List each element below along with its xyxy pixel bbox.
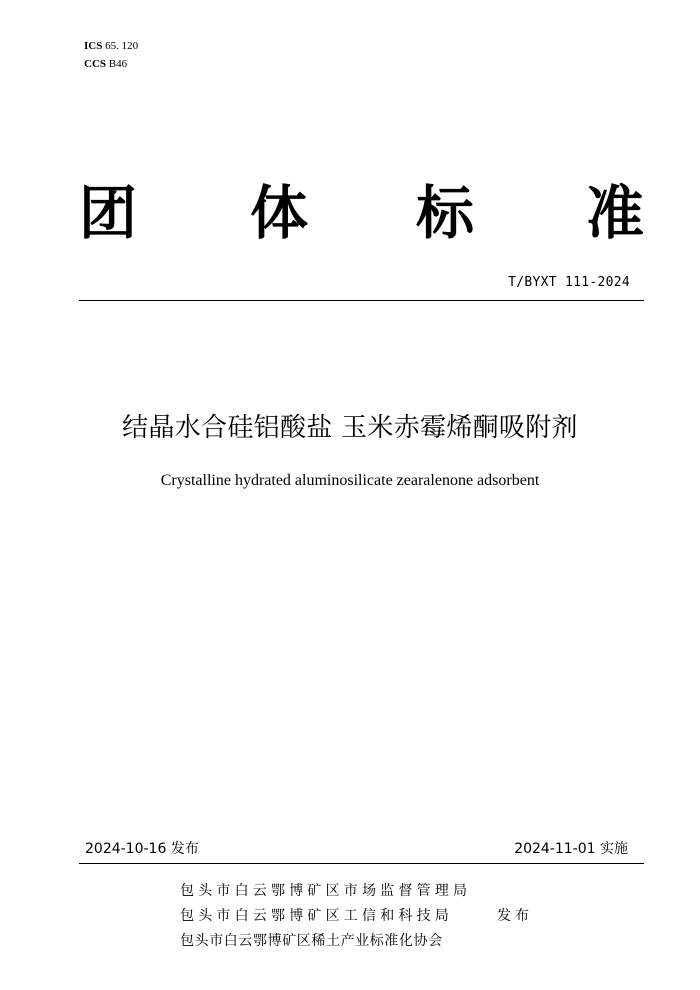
header-divider xyxy=(79,300,644,301)
implement-date: 2024-11-01 实施 xyxy=(514,841,628,857)
title-english: Crystalline hydrated aluminosilicate zearalenone adsorbent xyxy=(160,472,540,489)
publish-date: 2024-10-16 发布 xyxy=(85,841,199,857)
doc-type-char-3: 标 xyxy=(415,179,474,247)
publisher-org-1: 包头市白云鄂博矿区市场监督管理局 xyxy=(180,883,472,899)
footer-divider xyxy=(79,863,644,864)
publish-label: 发布 xyxy=(497,908,533,924)
ics-label: ICS xyxy=(84,40,103,52)
publisher-org-2: 包头市白云鄂博矿区工信和科技局 xyxy=(180,908,453,924)
standard-number: T/BYXT 111-2024 xyxy=(508,275,630,290)
ccs-value: B46 xyxy=(108,58,128,70)
publisher-org-3: 包头市白云鄂博矿区稀土产业标准化协会 xyxy=(180,933,443,949)
title-chinese: 结晶水合硅铝酸盐 玉米赤霉烯酮吸附剂 xyxy=(122,413,578,443)
doc-type-char-2: 体 xyxy=(249,179,308,247)
ics-value: 65. 120 xyxy=(105,40,139,52)
doc-type-char-1: 团 xyxy=(78,179,137,247)
ccs-label: CCS xyxy=(84,58,107,70)
ccs-code xyxy=(84,58,127,71)
doc-type-char-4: 准 xyxy=(585,179,644,247)
ics-code xyxy=(84,40,138,53)
